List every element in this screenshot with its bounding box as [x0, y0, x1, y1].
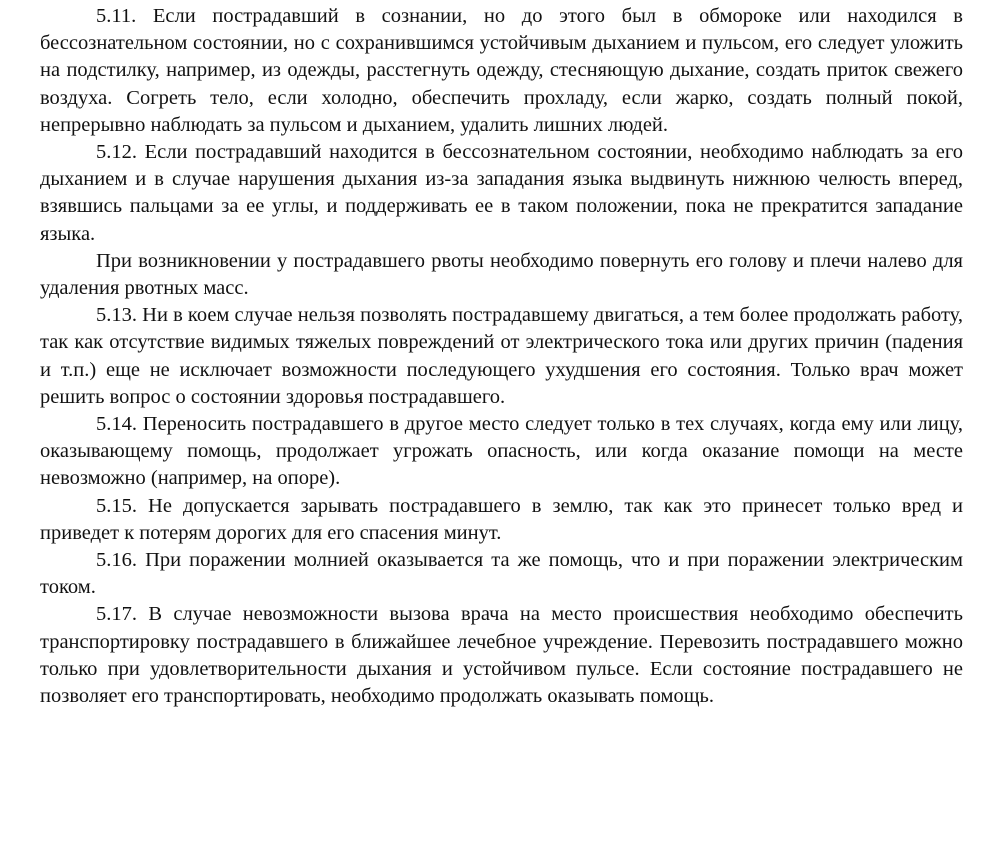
paragraph-5-16: 5.16. При поражении молнией оказывается та же помощь, что и при поражении электрическим током.	[40, 549, 963, 599]
paragraph-5-11: 5.11. Если пострадавший в сознании, но до этого был в обмороке или находился в бессознательном состоянии, но с сохранившимся устойчивым дыханием и пульсом, его следует уложить на подстилку, например, из одежды, расстегнуть одежду, стесняющую дыхание, создать приток свежего воздуха. Согреть тело, если холодно, обеспечить прохладу, если жарко, создать полный покой, непрерывно наблюдать за пульсом и дыханием, удалить лишних людей.	[40, 5, 963, 136]
paragraph-5-12: 5.12. Если пострадавший находится в бессознательном состоянии, необходимо наблюдать за его дыханием и в случае нарушения дыхания из-за западания языка выдвинуть нижнюю челюсть вперед, взявшись пальцами за ее углы, и поддерживать ее в таком положении, пока не прекратится западание языка.	[40, 141, 963, 245]
paragraph-5-12-vomiting: При возникновении у пострадавшего рвоты необходимо повернуть его голову и плечи налево для удаления рвотных масс.	[40, 249, 963, 300]
paragraph-5-15: 5.15. Не допускается зарывать пострадавшего в землю, так как это принесет только вред и приведет к потерям дорогих для его спасения минут.	[40, 494, 963, 544]
paragraph-5-14: 5.14. Переносить пострадавшего в другое место следует только в тех случаях, когда ему или лицу, оказывающему помощь, продолжает угрожать опасность, или когда оказание помощи на месте невозможно (например, на опоре).	[40, 413, 963, 490]
document-page	[40, 3, 963, 710]
paragraph-5-17: 5.17. В случае невозможности вызова врача на место происшествия необходимо обеспечить транспортировку пострадавшего в ближайшее лечебное учреждение. Перевозить пострадавшего можно только при удовлетворительности дыхания и устойчивом пульсе. Если состояние пострадавшего не позволяет его транспортировать, необходимо продолжать оказывать помощь.	[40, 603, 963, 708]
paragraph-5-13: 5.13. Ни в коем случае нельзя позволять пострадавшему двигаться, а тем более продолжать работу, так как отсутствие видимых тяжелых повреждений от электрического тока или других причин (падения и т.п.) еще не исключает возможности последующего ухудшения его состояния. Только врач может решить вопрос о состоянии здоровья пострадавшего.	[40, 304, 963, 408]
